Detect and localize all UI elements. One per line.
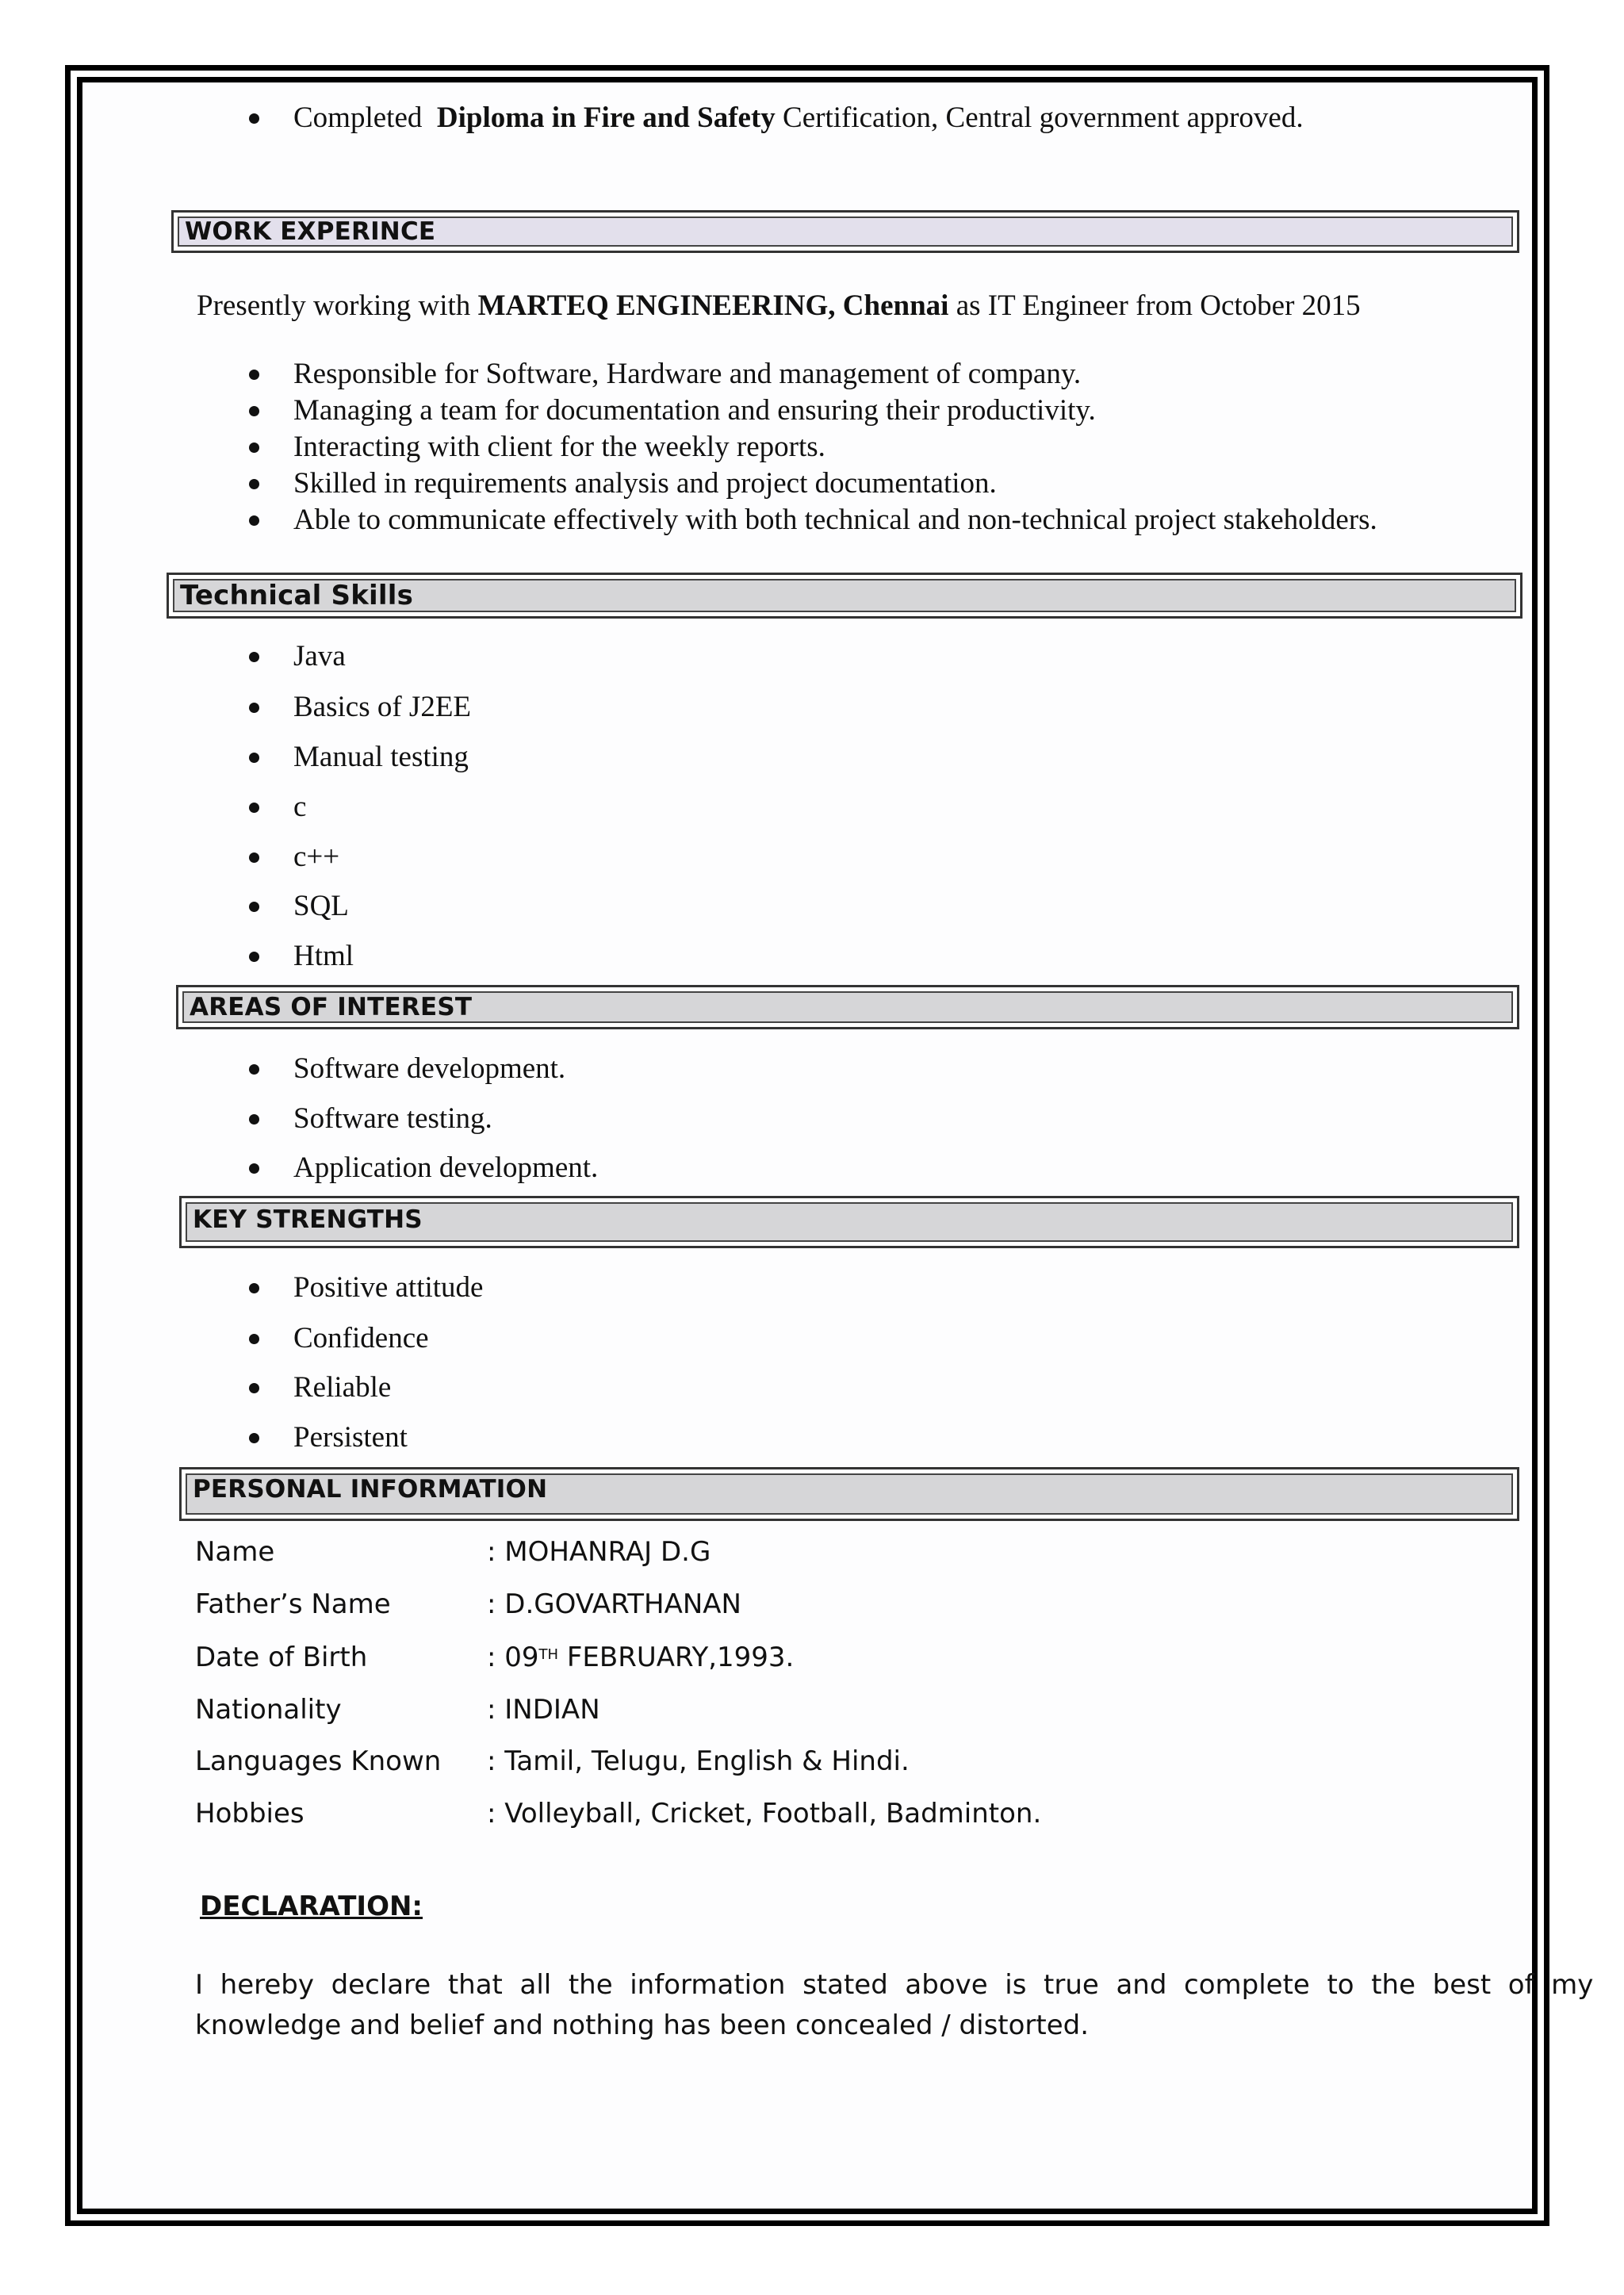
- list-item: Positive attitude: [293, 1271, 484, 1304]
- list-item: Basics of J2EE: [293, 691, 472, 723]
- list-item: Managing a team for documentation and ensuring their productivity.: [293, 394, 1096, 427]
- list-item: Skilled in requirements analysis and project documentation.: [293, 467, 997, 500]
- certification-name: Diploma in Fire and Safety: [436, 102, 776, 134]
- dob-ordinal: TH: [538, 1646, 559, 1663]
- list-item: c: [293, 791, 307, 823]
- pi-value-languages: : Tamil, Telugu, English & Hindi.: [487, 1745, 910, 1777]
- certification-suffix: Certification, Central government approved.: [783, 102, 1304, 134]
- list-item: Confidence: [293, 1322, 429, 1354]
- dob-month-year: FEBRUARY,1993.: [558, 1642, 795, 1673]
- bullet-icon: [249, 1383, 259, 1393]
- pi-value-fathers-name: : D.GOVARTHANAN: [487, 1588, 741, 1620]
- bullet-icon: [249, 1064, 259, 1075]
- list-item: Software development.: [293, 1052, 566, 1085]
- bullet-icon: [249, 1433, 259, 1443]
- list-item: Able to communicate effectively with both technical and non-technical project stakeholders.: [293, 504, 1377, 536]
- pi-label-nationality: Nationality: [195, 1694, 342, 1726]
- list-item: Reliable: [293, 1371, 392, 1404]
- dob-day: : 09: [487, 1642, 539, 1673]
- company-name: MARTEQ ENGINEERING, Chennai: [477, 289, 949, 322]
- bullet-icon: [249, 479, 259, 489]
- list-item: Manual testing: [293, 741, 469, 773]
- bullet-icon: [249, 370, 259, 380]
- pi-label-hobbies: Hobbies: [195, 1798, 304, 1829]
- declaration-heading: DECLARATION:: [200, 1891, 423, 1922]
- pi-label-languages: Languages Known: [195, 1745, 442, 1777]
- list-item: c++: [293, 841, 340, 873]
- pi-value-nationality: : INDIAN: [487, 1694, 600, 1726]
- list-item: Responsible for Software, Hardware and management of company.: [293, 358, 1082, 390]
- work-intro-prefix: Presently working with: [197, 289, 471, 322]
- list-item: Interacting with client for the weekly reports.: [293, 431, 825, 463]
- bullet-icon: [249, 1334, 259, 1344]
- personal-information-heading: PERSONAL INFORMATION: [193, 1474, 548, 1504]
- pi-value-dob: [487, 1642, 794, 1673]
- technical-skills-heading: Technical Skills: [180, 580, 414, 611]
- bullet-icon: [249, 406, 259, 416]
- bullet-icon: [249, 1114, 259, 1125]
- pi-value-hobbies: : Volleyball, Cricket, Football, Badminton.: [487, 1798, 1042, 1829]
- key-strengths-heading: KEY STRENGTHS: [193, 1205, 423, 1234]
- areas-of-interest-heading: AREAS OF INTEREST: [190, 993, 473, 1021]
- bullet-icon: [249, 803, 259, 813]
- certification-prefix: Completed: [293, 102, 423, 134]
- section-header-work-experience: [171, 210, 1519, 253]
- section-header-technical-skills: [167, 573, 1522, 619]
- section-header-key-strengths: [179, 1196, 1519, 1248]
- declaration-text-line1: I hereby declare that all the information stated above is true and complete to the best of my: [195, 1969, 1594, 2001]
- bullet-icon: [249, 952, 259, 962]
- list-item: Software testing.: [293, 1102, 492, 1135]
- bullet-icon: [249, 443, 259, 453]
- bullet-icon: [249, 852, 259, 863]
- pi-label-fathers-name: Father’s Name: [195, 1588, 391, 1620]
- work-experience-heading: WORK EXPERINCE: [185, 217, 436, 246]
- bullet-icon: [249, 753, 259, 763]
- bullet-icon: [249, 703, 259, 713]
- bullet-icon: [249, 902, 259, 912]
- list-item: Application development.: [293, 1151, 599, 1184]
- certification-line: [293, 100, 1304, 136]
- section-header-personal-information: [179, 1467, 1519, 1521]
- bullet-icon: [249, 1283, 259, 1293]
- pi-label-name: Name: [195, 1536, 275, 1568]
- section-header-areas-of-interest: [176, 985, 1519, 1029]
- bullet-icon: [249, 113, 259, 124]
- work-intro: [197, 288, 1361, 324]
- list-item: Persistent: [293, 1421, 408, 1454]
- bullet-icon: [249, 515, 259, 526]
- bullet-icon: [249, 1163, 259, 1174]
- work-intro-suffix: as IT Engineer from October 2015: [956, 289, 1361, 322]
- list-item: Html: [293, 940, 354, 972]
- pi-label-dob: Date of Birth: [195, 1642, 368, 1673]
- list-item: SQL: [293, 890, 349, 922]
- list-item: Java: [293, 640, 346, 672]
- declaration-text-line2: knowledge and belief and nothing has been concealed / distorted.: [195, 2010, 1090, 2041]
- pi-value-name: : MOHANRAJ D.G: [487, 1536, 711, 1568]
- bullet-icon: [249, 652, 259, 662]
